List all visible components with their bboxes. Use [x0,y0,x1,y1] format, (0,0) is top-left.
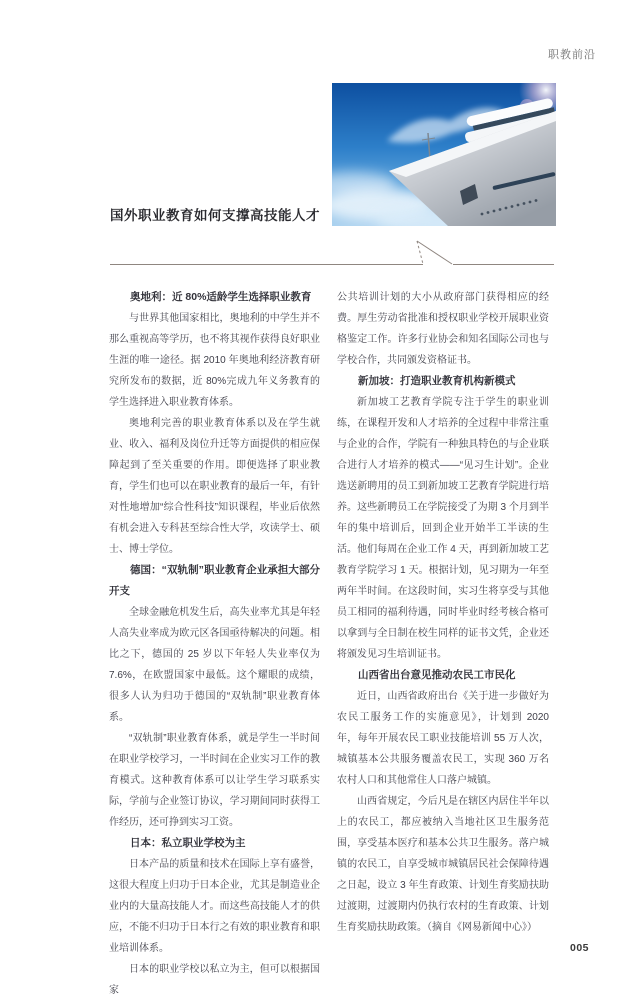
section-heading: 山西省出台意见推动农民工市民化 [358,669,516,681]
body-paragraph: 公共培训计划的大小从政府部门获得相应的经费。厚生劳动省批准和授权职业学校开展职业资格鉴定工作。许多行业协会和知名国际公司也与学校合作，共同颁发资格证书。 [337,292,549,366]
section-header-label: 职教前沿 [548,49,596,61]
body-paragraph: 与世界其他国家相比，奥地利的中学生并不那么重视高等学历，也不将其视作获得良好职业生涯的唯一途径。据 2010 年奥地利经济教育研究所发布的数据，近 80%完成九年义务教育的学生选择进入职业教育体系。 [109,313,320,408]
body-paragraph: 奥地利完善的职业教育体系以及在学生就业、收入、福利及岗位升迁等方面提供的相应保障起到了至关重要的作用。即便选择了职业教育，学生们也可以在职业教育的最后一年，有针对性地增加“综合性科技”知识课程，毕业后依然有机会进入专科甚至综合性大学，攻读学士、硕士、博士学位。 [109,418,320,555]
section-heading: 日本：私立职业学校为主 [130,837,246,849]
body-paragraph: “双轨制”职业教育体系，就是学生一半时间在职业学校学习，一半时间在企业实习工作的教育模式。这种教育体系可以让学生学习联系实际，学前与企业签订协议，学习期间同时获得工作经历，还可挣到实习工资。 [109,733,320,828]
section-heading: 德国：“双轨制”职业教育企业承担大部分开支 [109,564,320,597]
body-paragraph: 日本的职业学校以私立为主，但可以根据国家 [109,964,320,996]
body-paragraph: 新加坡工艺教育学院专注于学生的职业训练，在课程开发和人才培养的全过程中非常注重与企业的合作，学院有一种独具特色的与企业联合进行人才培养的模式——“见习生计划”。企业选送新聘用的员工到新加坡工艺教育学院进行培养。这些新聘员工在学院接受了为期 3 个月到半年的集中培训后，回到企业开始半工半读的生活。他们每周在企业工作 4 天，再到新加坡工艺教育学院学习 1 天。根据计划，见习期为一年至两年半时间。在这段时间，实习生将享受与其他员工相同的福利待遇，同时毕业时经考核合格可以拿到与全日制在校生同样的证书文凭，企业还将颁发见习生培训证书。 [337,397,549,660]
article-column-left [109,287,320,1001]
page-number: 005 [570,942,590,954]
article-column-right [337,287,549,938]
body-paragraph: 日本产品的质量和技术在国际上享有盛誉，这很大程度上归功于日本企业，尤其是制造业企业内的大量高技能人才。而这些高技能人才的供应，不能不归功于日本行之有效的职业教育和职业培训体系。 [109,859,320,954]
article-title: 国外职业教育如何支撑高技能人才 [110,208,320,223]
divider-rule-with-triangle [110,236,554,270]
body-paragraph: 近日，山西省政府出台《关于进一步做好为农民工服务工作的实施意见》，计划到 2020 年，每年开展农民工职业技能培训 55 万人次，城镇基本公共服务覆盖农民工，实现 360 万名农村人口和其他常住人口落户城镇。 [337,691,549,786]
section-heading: 奥地利：近 80%适龄学生选择职业教育 [130,291,312,303]
section-heading: 新加坡：打造职业教育机构新模式 [358,375,516,387]
body-paragraph: 全球金融危机发生后，高失业率尤其是年轻人高失业率成为欧元区各国亟待解决的问题。相比之下，德国的 25 岁以下年轻人失业率仅为 7.6%，在欧盟国家中最低。这个耀眼的成绩，很多人认为归功于德国的“双轨制”职业教育体系。 [109,607,320,723]
body-paragraph: 山西省规定，今后凡是在辖区内居住半年以上的农民工，都应被纳入当地社区卫生服务范围，享受基本医疗和基本公共卫生服务。落户城镇的农民工，自享受城市城镇居民社会保障待遇之日起，设立 3 年生育政策、计划生育奖励扶助过渡期，过渡期内仍执行农村的生育政策、计划生育奖励扶助政策。（摘自《网易新闻中心》） [337,796,549,933]
